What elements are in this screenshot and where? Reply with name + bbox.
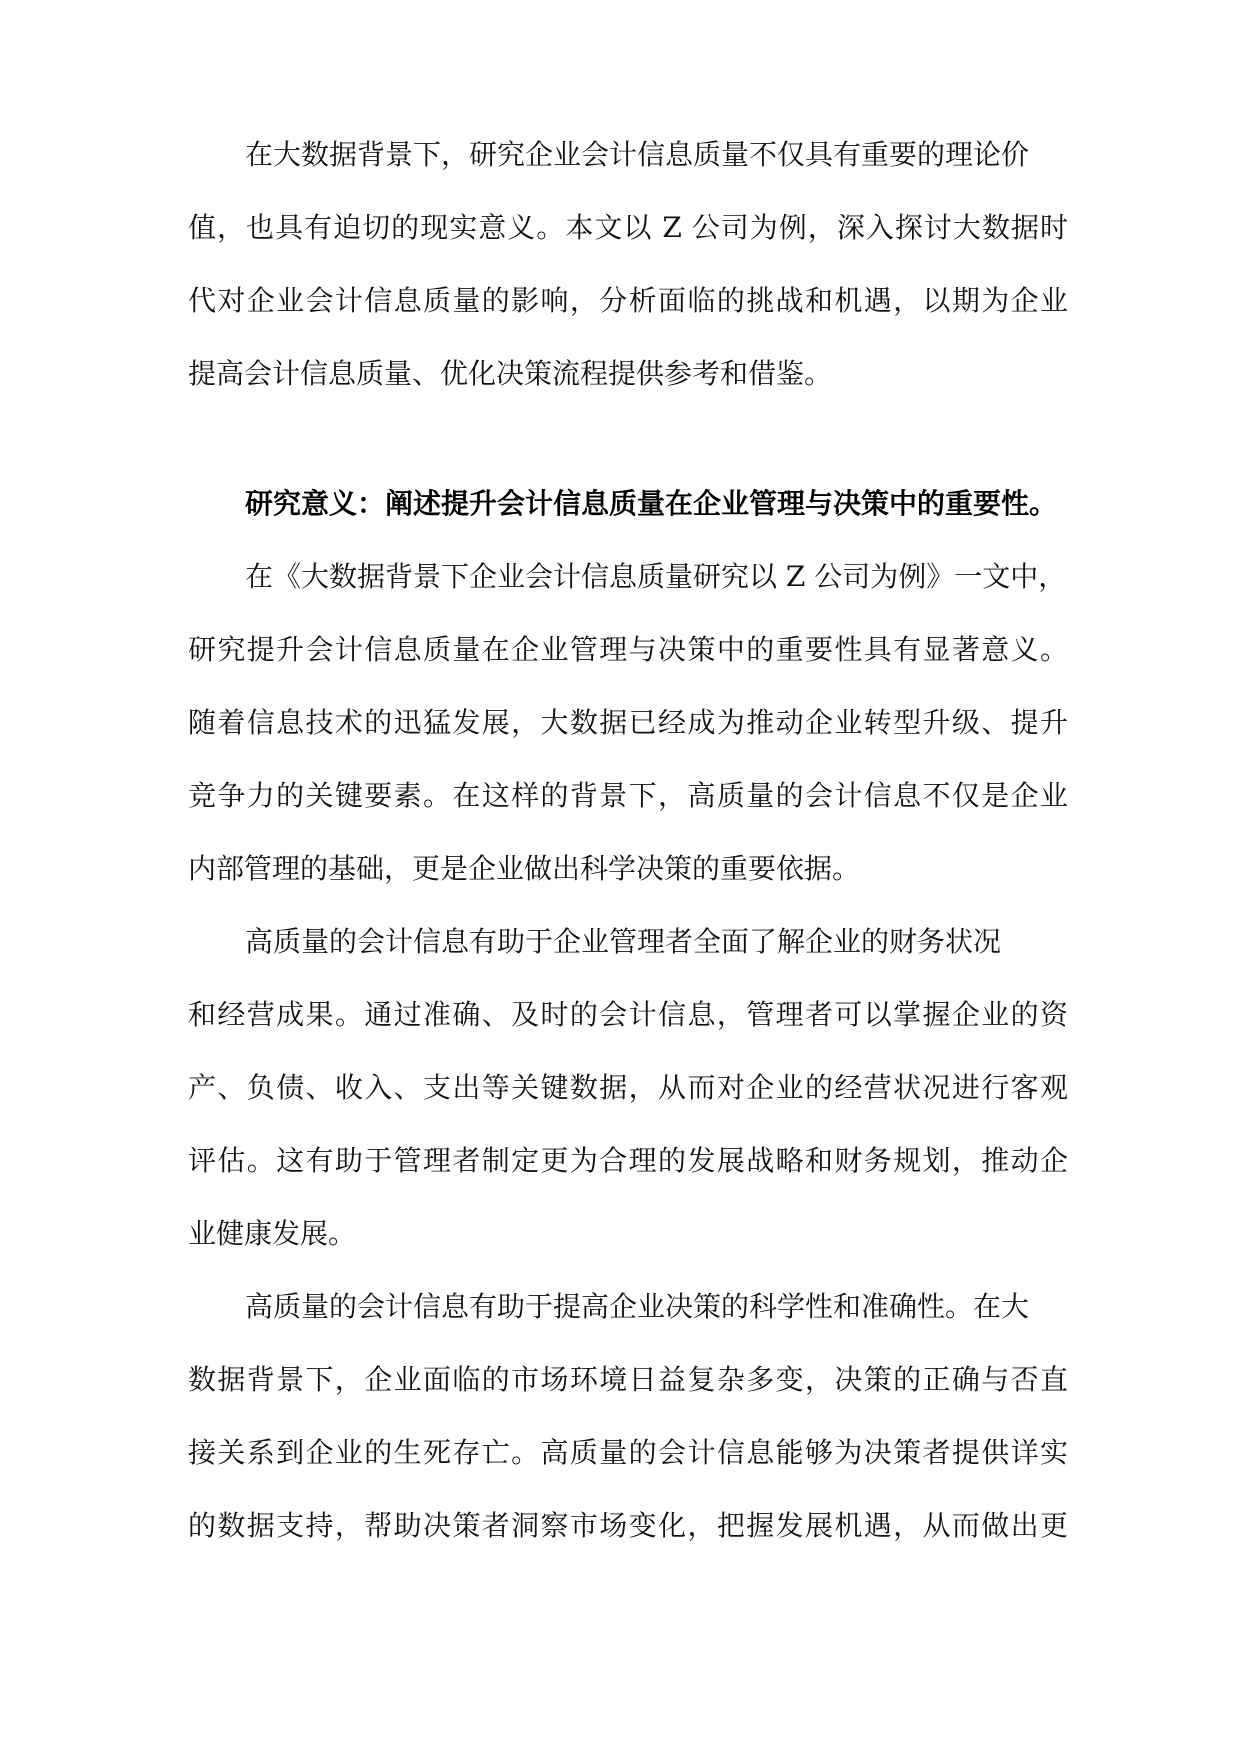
paragraph-1 — [188, 118, 1068, 410]
paragraph-line: 业健康发展。 — [188, 1217, 357, 1250]
section-heading — [188, 467, 1068, 540]
paragraph-line: 在《大数据背景下企业会计信息质量研究以 Z 公司为例》一文中， — [245, 560, 1067, 593]
paragraph-line: 高质量的会计信息有助于企业管理者全面了解企业的财务状况 — [245, 925, 1002, 958]
paragraph-line: 接关系到企业的生死存亡。高质量的会计信息能够为决策者提供详实 — [188, 1436, 1068, 1469]
paragraph-line: 提高会计信息质量、优化决策流程提供参考和借鉴。 — [188, 357, 833, 390]
paragraph-line: 随着信息技术的迅猛发展，大数据已经成为推动企业转型升级、提升 — [188, 706, 1068, 739]
paragraph-line: 和经营成果。通过准确、及时的会计信息，管理者可以掌握企业的资 — [188, 998, 1068, 1031]
paragraph-line: 内部管理的基础，更是企业做出科学决策的重要依据。 — [188, 852, 861, 885]
paragraph-line: 评估。这有助于管理者制定更为合理的发展战略和财务规划，推动企 — [188, 1144, 1068, 1177]
paragraph-line: 值，也具有迫切的现实意义。本文以 Z 公司为例，深入探讨大数据时 — [188, 211, 1068, 244]
paragraph-line: 数据背景下，企业面临的市场环境日益复杂多变，决策的正确与否直 — [188, 1363, 1068, 1396]
paragraph-line: 产、负债、收入、支出等关键数据，从而对企业的经营状况进行客观 — [188, 1071, 1068, 1104]
paragraph-line: 在大数据背景下，研究企业会计信息质量不仅具有重要的理论价 — [245, 138, 1030, 171]
paragraph-2 — [188, 540, 1068, 905]
paragraph-line: 竞争力的关键要素。在这样的背景下，高质量的会计信息不仅是企业 — [188, 779, 1068, 812]
heading-line: 研究意义：阐述提升会计信息质量在企业管理与决策中的重要性。 — [245, 487, 1058, 520]
paragraph-line: 代对企业会计信息质量的影响，分析面临的挑战和机遇，以期为企业 — [188, 284, 1068, 317]
paragraph-4 — [188, 1270, 1068, 1562]
paragraph-line: 研究提升会计信息质量在企业管理与决策中的重要性具有显著意义。 — [188, 633, 1068, 666]
paragraph-line: 的数据支持，帮助决策者洞察市场变化，把握发展机遇，从而做出更 — [188, 1509, 1068, 1542]
paragraph-3 — [188, 905, 1068, 1270]
paragraph-line: 高质量的会计信息有助于提高企业决策的科学性和准确性。在大 — [245, 1290, 1030, 1323]
